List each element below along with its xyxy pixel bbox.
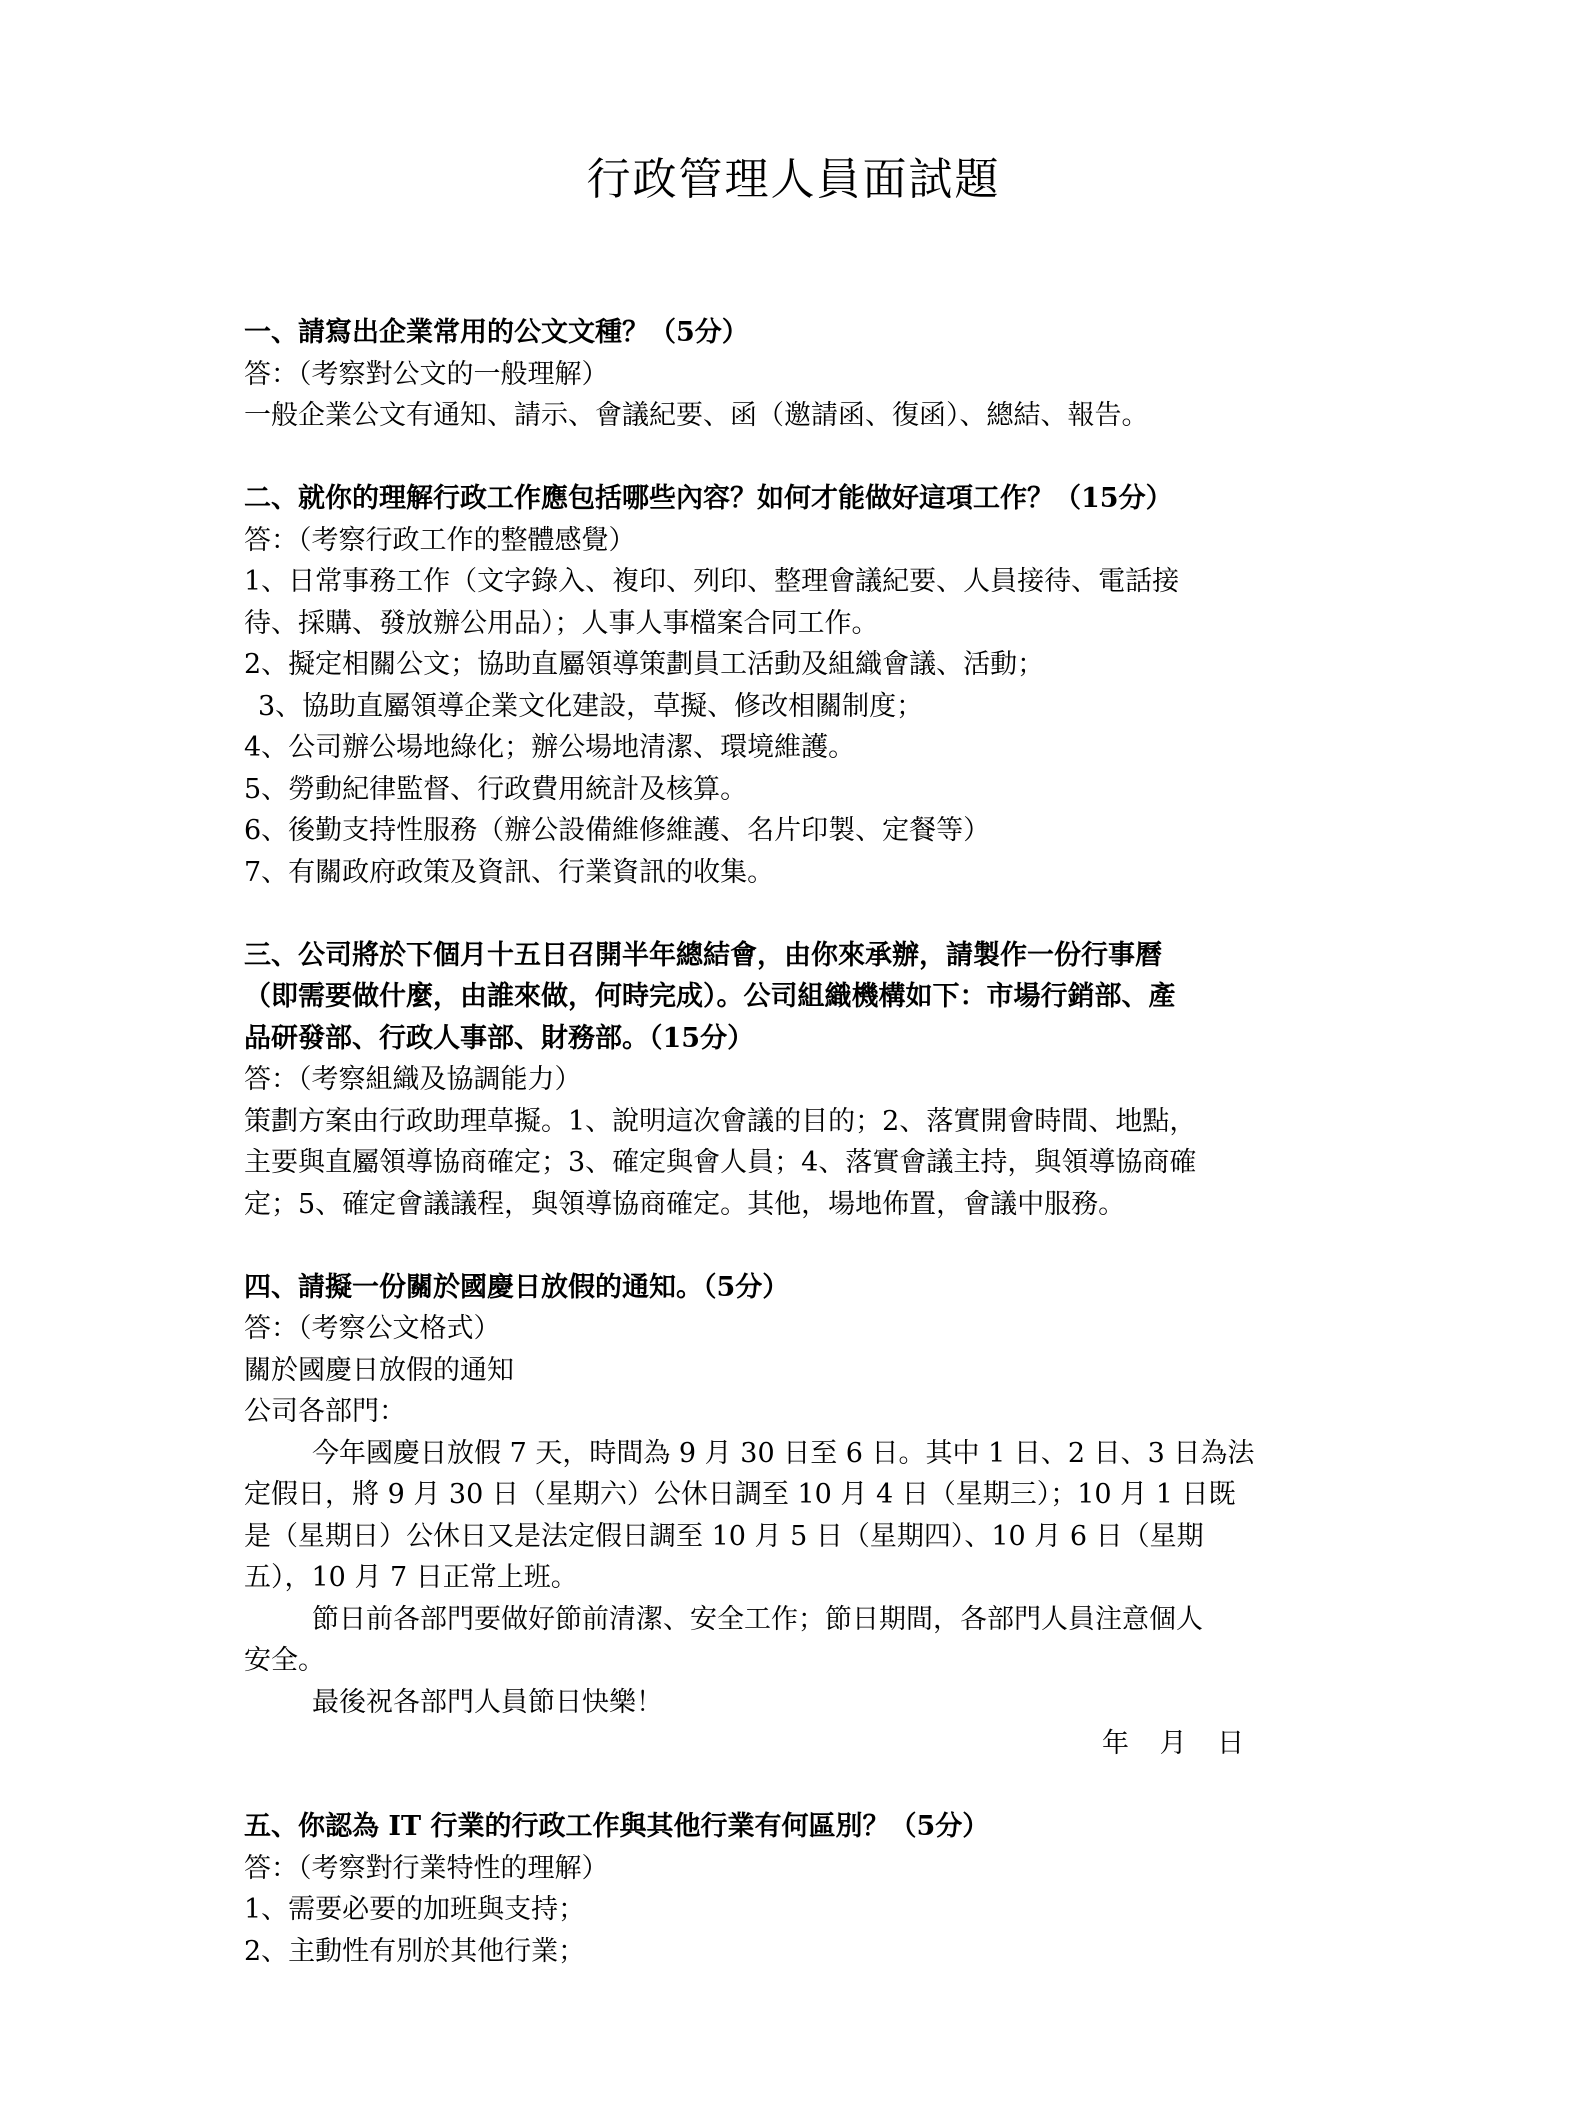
answer-line: 定；5、確定會議議程，與領導協商確定。其他，場地佈置，會議中服務。	[244, 1188, 1126, 1220]
answer-line: 5、勞動紀律監督、行政費用統計及核算。	[244, 773, 748, 805]
answer-hint-4: 答：（考察公文格式）	[244, 1313, 501, 1344]
answer-line: 6、後勤支持性服務（辦公設備維修維護、名片印製、定餐等）	[244, 815, 991, 846]
document-title: 行政管理人員面試題	[586, 154, 1001, 205]
question-4: 四、請擬一份關於國慶日放假的通知。（5分）	[244, 1271, 790, 1303]
question-3-line: 品研發部、行政人事部、財務部。（15分）	[244, 1022, 755, 1054]
answer-hint-3: 答：（考察組織及協調能力）	[244, 1064, 582, 1095]
spacer	[244, 437, 1369, 479]
question-5: 五、你認為 IT 行業的行政工作與其他行業有何區別？（5分）	[244, 1811, 990, 1842]
notice-addressee: 公司各部門：	[244, 1396, 406, 1427]
answer-line: 7、有關政府政策及資訊、行業資訊的收集。	[244, 856, 775, 888]
question-2: 二、就你的理解行政工作應包括哪些內容？如何才能做好這項工作？（15分）	[244, 483, 1173, 514]
notice-paragraph-line: 安全。	[244, 1645, 325, 1676]
question-3-line: 三、公司將於下個月十五日召開半年總結會，由你來承辦，請製作一份行事曆	[244, 939, 1162, 971]
answer-line: 1、需要必要的加班與支持；	[244, 1894, 586, 1925]
answer-line: 待、採購、發放辦公用品）；人事人事檔案合同工作。	[244, 607, 879, 639]
notice-date-line: 年 月 日	[1102, 1728, 1245, 1759]
document-body	[244, 312, 1369, 1972]
spacer	[244, 1765, 1369, 1807]
answer-hint-1: 答：（考察對公文的一般理解）	[244, 358, 609, 390]
answer-line: 1、日常事務工作（文字錄入、複印、列印、整理會議紀要、人員接待、電話接	[244, 566, 1180, 597]
answer-hint-2: 答：（考察行政工作的整體感覺）	[244, 524, 636, 556]
notice-paragraph-line: 節日前各部門要做好節前清潔、安全工作；節日期間，各部門人員注意個人	[312, 1603, 1203, 1635]
answer-line: 4、公司辦公場地綠化；辦公場地清潔、環境維護。	[244, 732, 856, 763]
spacer	[244, 1225, 1369, 1267]
answer-line: 3、協助直屬領導企業文化建設，草擬、修改相關制度；	[258, 690, 924, 722]
notice-title: 關於國慶日放假的通知	[244, 1354, 514, 1386]
notice-closing: 最後祝各部門人員節日快樂！	[312, 1686, 663, 1718]
question-1: 一、請寫出企業常用的公文文種？（5分）	[244, 317, 749, 348]
answer-line: 一般企業公文有通知、請示、會議紀要、函（邀請函、復函）、總結、報告。	[244, 400, 1149, 431]
question-3-line: （即需要做什麼，由誰來做，何時完成）。公司組織機構如下：市場行銷部、產	[244, 981, 1176, 1012]
answer-line: 2、擬定相關公文；協助直屬領導策劃員工活動及組織會議、活動；	[244, 649, 1045, 680]
notice-paragraph-line: 定假日，將 9 月 30 日（星期六）公休日調至 10 月 4 日（星期三）；10 月 1 日既	[244, 1479, 1236, 1510]
answer-line: 主要與直屬領導協商確定；3、確定與會人員；4、落實會議主持，與領導協商確	[244, 1147, 1197, 1178]
answer-line: 策劃方案由行政助理草擬。1、說明這次會議的目的；2、落實開會時間、地點，	[244, 1105, 1197, 1137]
spacer	[244, 893, 1369, 935]
notice-paragraph-line: 今年國慶日放假 7 天，時間為 9 月 30 日至 6 日。其中 1 日、2 日、3 日為法	[312, 1437, 1255, 1469]
answer-hint-5: 答：（考察對行業特性的理解）	[244, 1852, 609, 1884]
answer-line: 2、主動性有別於其他行業；	[244, 1935, 586, 1967]
notice-paragraph-line: 是（星期日）公休日又是法定假日調至 10 月 5 日（星期四）、10 月 6 日（星期	[244, 1520, 1204, 1552]
notice-paragraph-line: 五），10 月 7 日正常上班。	[244, 1562, 578, 1593]
